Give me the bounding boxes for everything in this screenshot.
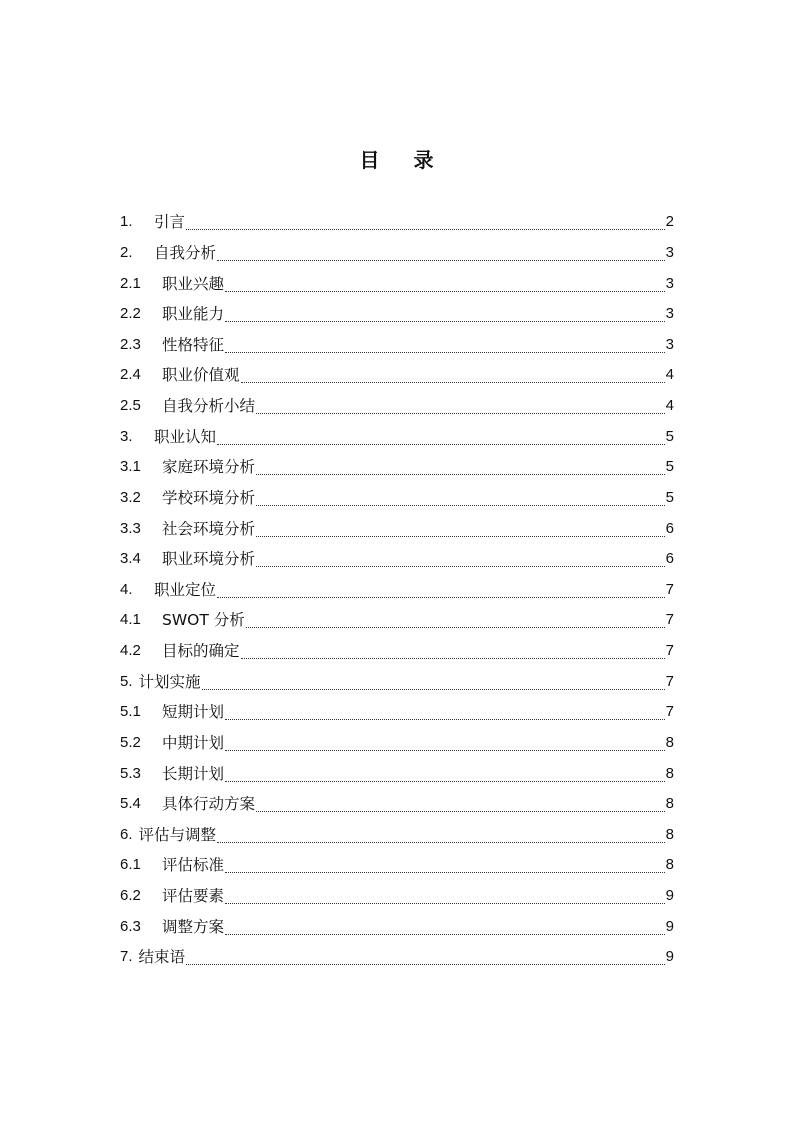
toc-entry-page: 8 [665,856,674,874]
toc-entry-number: 4. [120,580,133,598]
toc-entry-number: 5.3 [120,764,141,782]
toc-entry-page: 9 [665,917,674,935]
toc-dot-leader [256,504,665,506]
toc-dot-leader [217,259,665,261]
toc-entry-label: 具体行动方案 [162,795,256,814]
toc-entry-number: 5.1 [120,703,141,721]
toc-entry-label: 中期计划 [162,733,225,752]
toc-entry-label: 性格特征 [162,335,225,354]
toc-entry-label: 职业能力 [162,305,225,324]
toc-entry-label: 自我分析 [154,243,217,262]
toc-entry-number: 2.4 [120,366,141,384]
toc-entry[interactable] [120,820,674,851]
toc-entry-page: 9 [665,887,674,905]
toc-dot-leader [246,626,665,628]
toc-entry-number: 2.3 [120,335,141,353]
toc-entry-label: 家庭环境分析 [162,458,256,477]
toc-dot-leader [256,535,665,537]
toc-entry[interactable] [120,452,674,483]
toc-entry-label: 职业认知 [154,427,217,446]
toc-entry-number: 3.4 [120,550,141,568]
toc-entry-label: 评估要素 [162,887,225,906]
toc-dot-leader [225,718,665,720]
toc-entry-label: 结束语 [138,948,186,967]
toc-dot-leader [186,228,665,230]
toc-entry-page: 5 [665,488,674,506]
toc-entry-page: 8 [665,733,674,751]
toc-dot-leader [241,657,665,659]
toc-entry-page: 8 [665,795,674,813]
toc-entry[interactable] [120,942,674,973]
toc-entry[interactable] [120,911,674,942]
toc-entry-page: 4 [665,366,674,384]
toc-entry-number: 2. [120,243,133,261]
toc-dot-leader [217,443,665,445]
toc-entry-page: 3 [665,335,674,353]
toc-entry-number: 7. [120,948,133,966]
toc-entry-number: 2.1 [120,274,141,292]
toc-entry-page: 3 [665,274,674,292]
toc-entry[interactable] [120,544,674,575]
toc-entry-page: 3 [665,305,674,323]
toc-entry-page: 5 [665,427,674,445]
toc-dot-leader [225,749,665,751]
toc-entry-number: 6.3 [120,917,141,935]
toc-entry-page: 6 [665,550,674,568]
toc-dot-leader [225,871,665,873]
toc-entry-label: 自我分析小结 [162,397,256,416]
toc-entry-number: 6. [120,825,133,843]
toc-dot-leader [225,933,665,935]
toc-entry-page: 7 [665,642,674,660]
toc-entry-number: 2.2 [120,305,141,323]
toc-entry-page: 8 [665,764,674,782]
toc-entry-label: 计划实施 [138,672,201,691]
toc-dot-leader [256,565,665,567]
toc-entry-number: 4.2 [120,642,141,660]
toc-entry-number: 6.1 [120,856,141,874]
toc-entry[interactable] [120,575,674,606]
toc-dot-leader [256,412,665,414]
toc-entry-number: 3. [120,427,133,445]
toc-entry-label: 短期计划 [162,703,225,722]
toc-entry-label: 职业价值观 [162,366,240,385]
toc-entry-page: 8 [665,825,674,843]
toc-entry[interactable] [120,666,674,697]
toc-entry[interactable] [120,391,674,422]
toc-entry[interactable] [120,421,674,452]
toc-entry[interactable] [120,299,674,330]
toc-dot-leader [225,780,665,782]
toc-entry[interactable] [120,605,674,636]
toc-entry-label: 评估标准 [162,856,225,875]
toc-entry-label: 职业环境分析 [162,550,256,569]
toc-dot-leader [225,320,665,322]
toc-entry-page: 7 [665,703,674,721]
toc-entry-label: 评估与调整 [138,825,217,844]
toc-entry-label: 目标的确定 [162,642,240,661]
toc-dot-leader [241,381,665,383]
toc-entry-label: 调整方案 [162,917,225,936]
toc-entry[interactable] [120,483,674,514]
toc-entry-label: 社会环境分析 [162,519,256,538]
toc-entry-number: 5.4 [120,795,141,813]
toc-entry-number: 3.3 [120,519,141,537]
toc-entry-page: 9 [665,948,674,966]
toc-entry-number: 6.2 [120,887,141,905]
toc-entry-number: 3.1 [120,458,141,476]
toc-entry-label: 职业兴趣 [162,274,225,293]
toc-entry[interactable] [120,728,674,759]
toc-entry-page: 4 [665,397,674,415]
toc-entry[interactable] [120,330,674,361]
toc-entry-label: 引言 [154,213,186,232]
toc-entry[interactable] [120,850,674,881]
toc-dot-leader [217,596,665,598]
toc-entry-label: 长期计划 [162,764,225,783]
toc-entry-label: 学校环境分析 [162,488,256,507]
toc-entry-number: 2.5 [120,397,141,415]
toc-entry[interactable] [120,881,674,912]
toc-dot-leader [186,963,665,965]
toc-title [0,144,793,174]
toc-dot-leader [217,841,665,843]
toc-title-left: 目 [359,148,380,172]
toc-dot-leader [225,290,665,292]
toc-entry[interactable] [120,789,674,820]
toc-entry[interactable] [120,207,674,238]
toc-dot-leader [225,351,665,353]
toc-entry[interactable] [120,636,674,667]
toc-entry-page: 3 [665,243,674,261]
toc-entry-page: 7 [665,672,674,690]
toc-entry-page: 5 [665,458,674,476]
toc-entry-number: 3.2 [120,488,141,506]
toc-entry-page: 7 [665,580,674,598]
toc-entry-number: 5.2 [120,733,141,751]
toc-entry-number: 4.1 [120,611,141,629]
toc-title-right: 录 [413,148,434,172]
toc-entry[interactable] [120,268,674,299]
toc-dot-leader [202,688,665,690]
toc-entry[interactable] [120,238,674,269]
toc-entry[interactable] [120,758,674,789]
toc-entry-label: 职业定位 [154,580,217,599]
toc-dot-leader [256,810,665,812]
toc-entry[interactable] [120,697,674,728]
toc-entry[interactable] [120,513,674,544]
toc-entry-label: SWOT 分析 [162,611,245,630]
toc-entry-number: 5. [120,672,133,690]
toc-entry-page: 2 [665,213,674,231]
toc-dot-leader [225,902,665,904]
toc-dot-leader [256,473,665,475]
toc-entry-page: 6 [665,519,674,537]
toc-entry-page: 7 [665,611,674,629]
toc-list [120,207,674,973]
toc-entry-number: 1. [120,213,133,231]
toc-entry[interactable] [120,360,674,391]
